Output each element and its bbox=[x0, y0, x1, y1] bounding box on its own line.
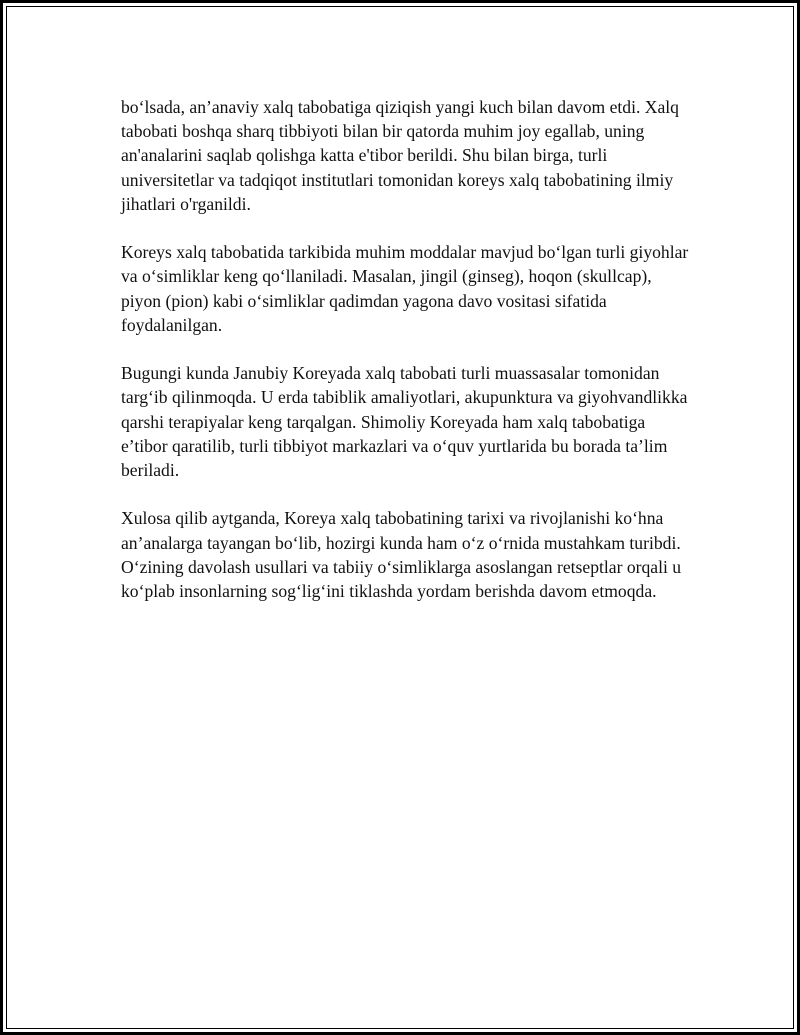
paragraph-3: Bugungi kunda Janubiy Koreyada xalq tabobati turli muassasalar tomonidan targ‘ib qilinmoqda. U erda tabiblik amaliyotlari, akupunktura va giyohvandlikka qarshi terapiyalar keng tarqalgan. Shimoliy Koreyada ham xalq tabobatiga e’tibor qaratilib, turli tibbiyot markazlari va o‘quv yurtlarida bu borada ta’lim beriladi. bbox=[121, 363, 688, 481]
paragraph-1: bo‘lsada, an’anaviy xalq tabobatiga qiziqish yangi kuch bilan davom etdi. Xalq tabobati boshqa sharq tibbiyoti bilan bir qatorda muhim joy egallab, uning an'analarini saqlab qolishga katta e'tibor berildi. Shu bilan birga, turli universitetlar va tadqiqot institutlari tomonidan koreys xalq tabobatining ilmiy jihatlari o'rganildi. bbox=[121, 97, 679, 214]
paragraph-2: Koreys xalq tabobatida tarkibida muhim moddalar mavjud bo‘lgan turli giyohlar va o‘simliklar keng qo‘llaniladi. Masalan, jingil (ginseg), hoqon (skullcap), piyon (pion) kabi o‘simliklar qadimdan yagona davo vositasi sifatida foydalanilgan. bbox=[121, 242, 689, 335]
document-body bbox=[121, 95, 696, 627]
paragraph-4: Xulosa qilib aytganda, Koreya xalq tabobatining tarixi va rivojlanishi ko‘hna an’analarga tayangan bo‘lib, hozirgi kunda ham o‘z o‘rnida mustahkam turibdi. O‘zining davolash usullari va tabiiy o‘simliklarga asoslangan retseptlar orqali u ko‘plab insonlarning sog‘lig‘ini tiklashda yordam berishda davom etmoqda. bbox=[121, 508, 682, 602]
